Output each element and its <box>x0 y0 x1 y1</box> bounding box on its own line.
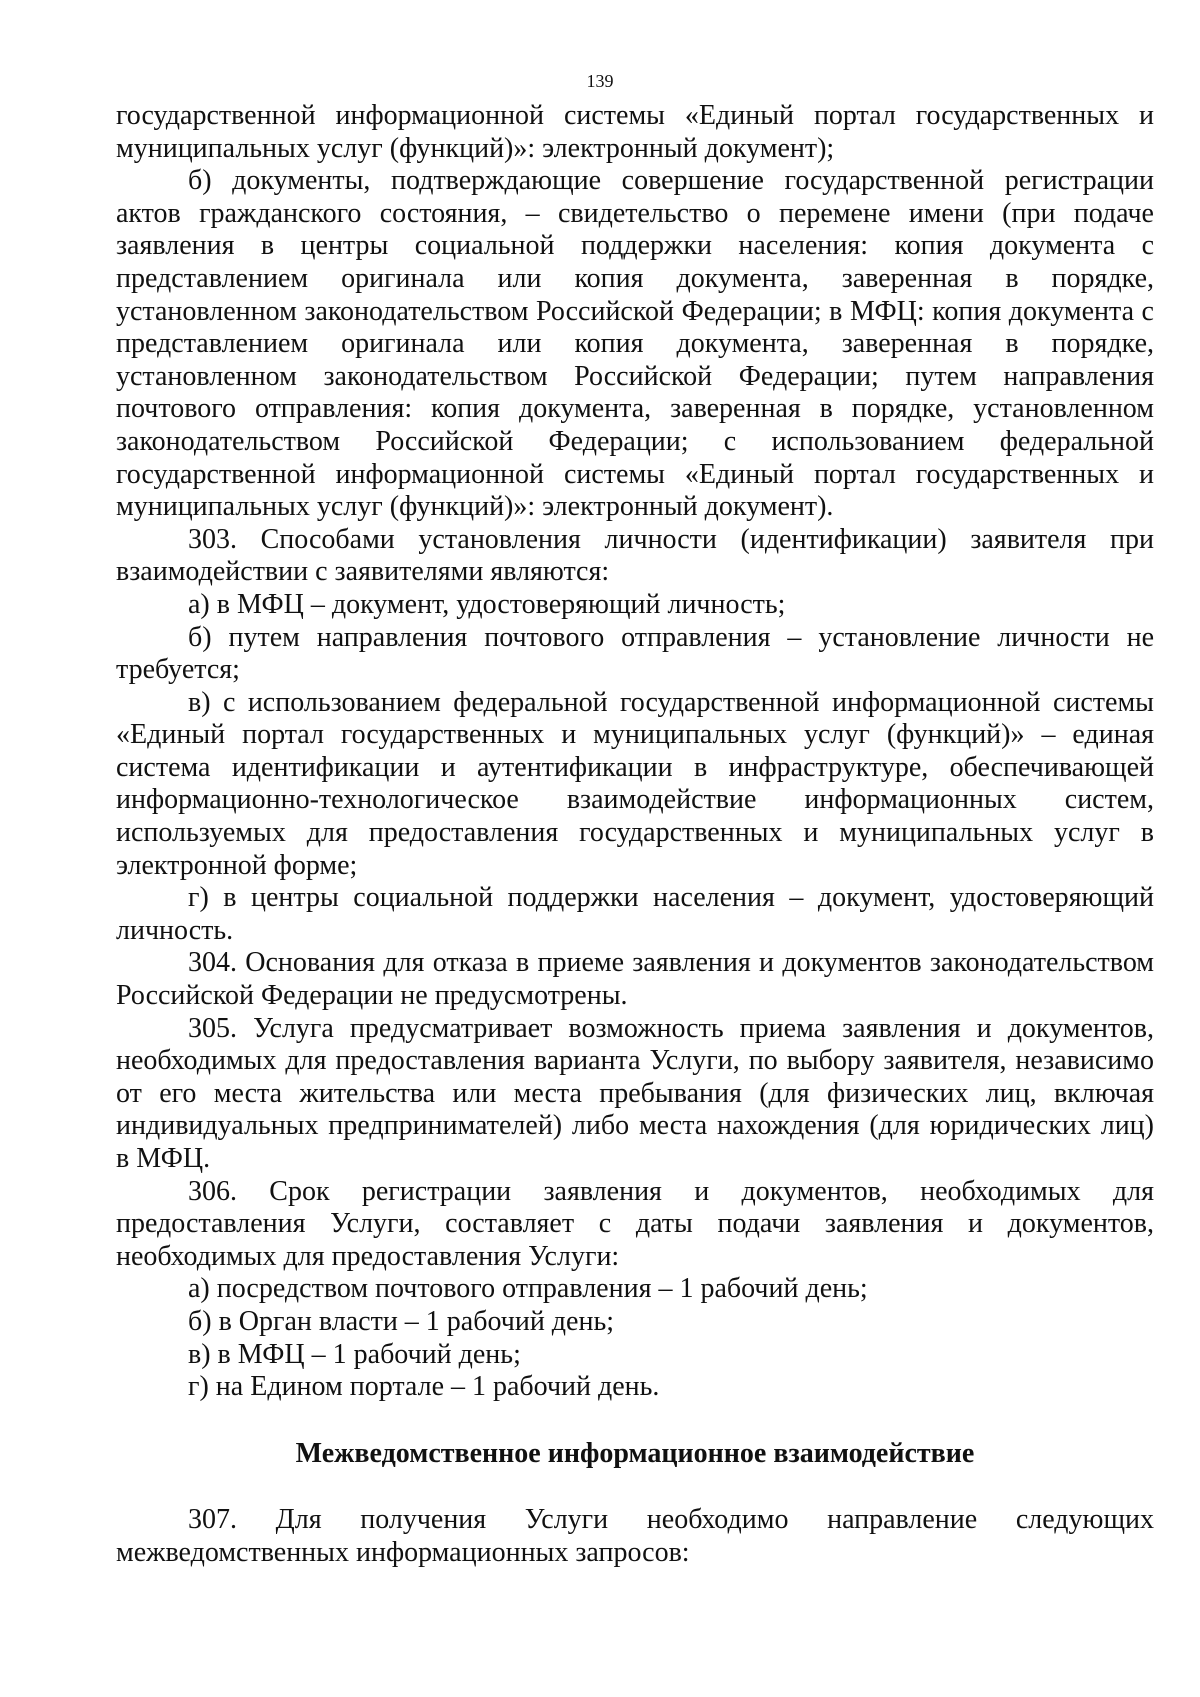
paragraph-304: 304. Основания для отказа в приеме заявления и документов законодательством Российской Федерации не предусмотрены. <box>116 947 1154 1012</box>
paragraph-303-a: а) в МФЦ – документ, удостоверяющий личность; <box>188 588 786 620</box>
paragraph-303-g: г) в центры социальной поддержки населения – документ, удостоверяющий личность. <box>116 882 1154 946</box>
paragraph-303: 303. Способами установления личности (идентификации) заявителя при взаимодействии с заявителями являются: <box>116 523 1154 588</box>
paragraph-306-a: а) посредством почтового отправления – 1 рабочий день; <box>188 1273 868 1305</box>
paragraph-306-g: г) на Едином портале – 1 рабочий день. <box>188 1371 660 1403</box>
paragraph-303-b: б) путем направления почтового отправления – установление личности не требуется; <box>116 621 1154 686</box>
paragraph-item-b-documents: б) документы, подтверждающие совершение государственной регистрации актов гражданского состояния, – свидетельство о перемене имени (при подаче заявления в центры социальной поддержки населения: копия документа с представлением оригинала или копия документа, заверенная в порядке, установленном законодательством Российской Федерации; в МФЦ: копия документа с представлением оригинала или копия документа, заверенная в порядке, установленном законодательством Российской Федерации; путем направления почтового отправления: копия документа, заверенная в порядке, установленном законодательством Российской Федерации; с использованием федеральной государственной информационной системы «Единый портал государственных и муниципальных услуг (функций)»: электронный документ). <box>116 165 1154 523</box>
document-body <box>116 100 1154 1570</box>
paragraph-continuation: государственной информационной системы «Единый портал государственных и муниципальных услуг (функций)»: электронный документ); <box>116 100 1154 164</box>
page-number: 139 <box>586 71 614 91</box>
paragraph-303-v: в) с использованием федеральной государственной информационной системы «Единый портал государственных и муниципальных услуг (функций)» – единая система идентификации и аутентификации в инфраструктуре, обеспечивающей информационно-технологическое взаимодействие информационных систем, используемых для предоставления государственных и муниципальных услуг в электронной форме; <box>116 686 1154 881</box>
paragraph-305: 305. Услуга предусматривает возможность приема заявления и документов, необходимых для предоставления варианта Услуги, по выбору заявителя, независимо от его места жительства или места пребывания (для физических лиц, включая индивидуальных предпринимателей) либо места нахождения (для юридических лиц) в МФЦ. <box>116 1012 1154 1174</box>
paragraph-306-b: б) в Орган власти – 1 рабочий день; <box>188 1305 615 1337</box>
paragraph-307: 307. Для получения Услуги необходимо направление следующих межведомственных информационных запросов: <box>116 1504 1154 1568</box>
paragraph-306: 306. Срок регистрации заявления и документов, необходимых для предоставления Услуги, составляет с даты подачи заявления и документов, необходимых для предоставления Услуги: <box>116 1175 1154 1272</box>
section-heading: Межведомственное информационное взаимодействие <box>295 1437 975 1469</box>
paragraph-306-v: в) в МФЦ – 1 рабочий день; <box>188 1338 521 1370</box>
